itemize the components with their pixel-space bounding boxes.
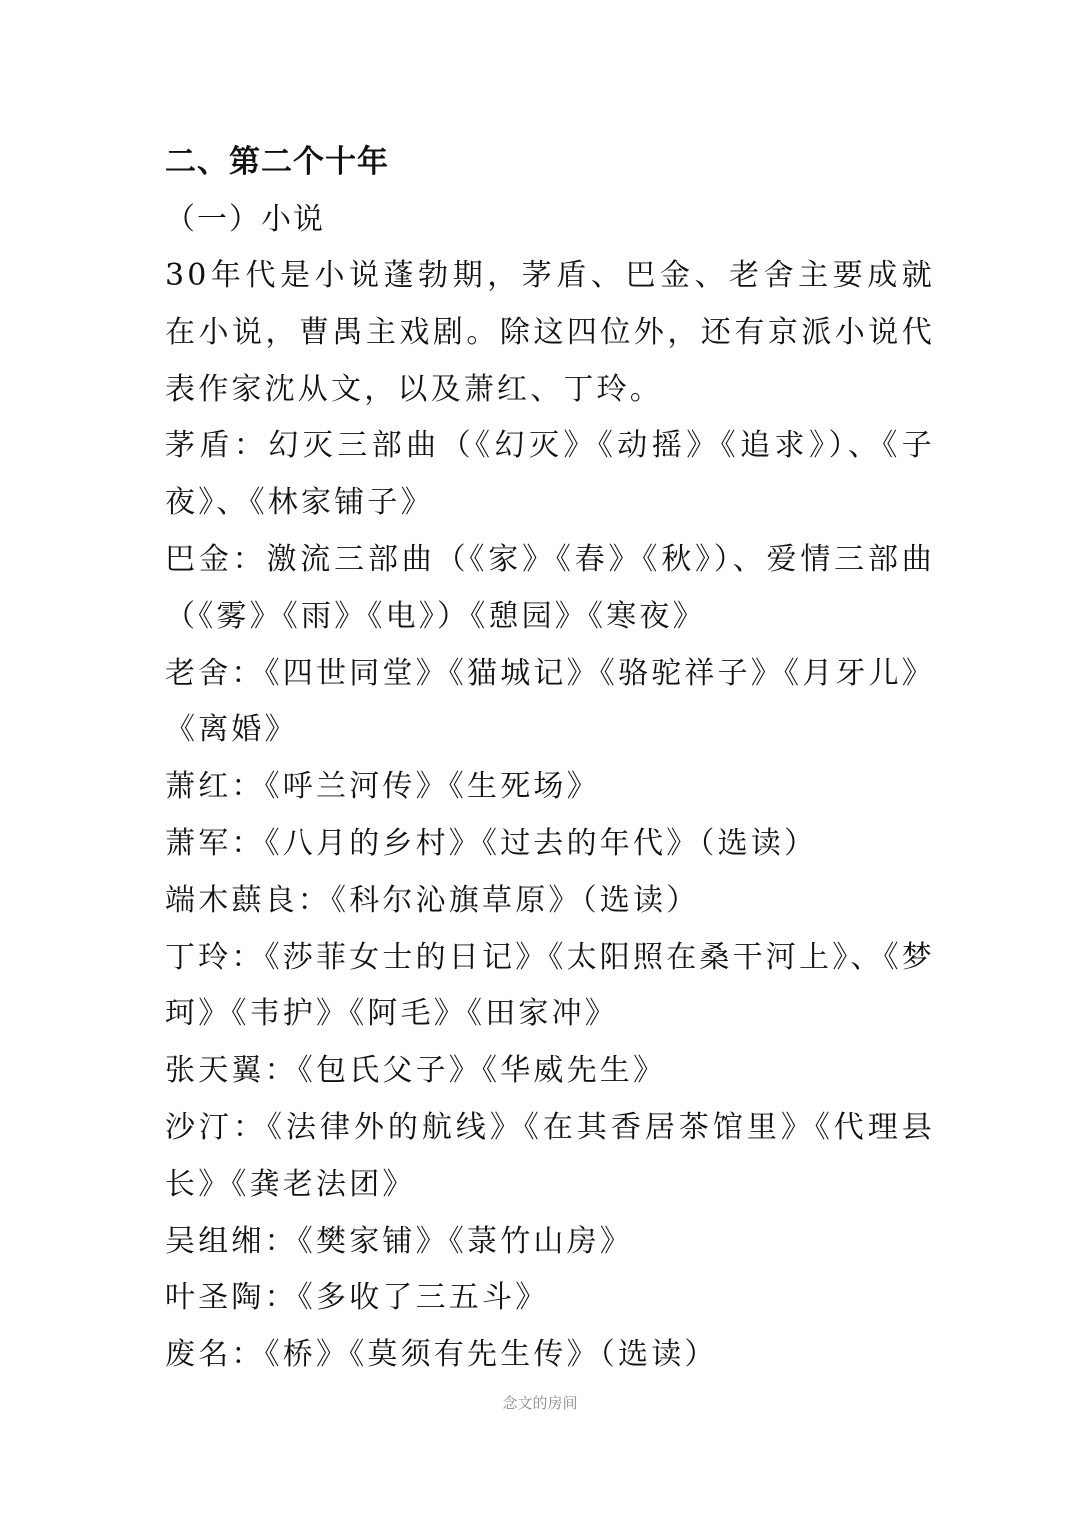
author-entry-xiaohong: 萧红：《呼兰河传》《生死场》: [165, 769, 600, 805]
author-entry-dingling: 丁玲：《莎菲女士的日记》《太阳照在桑干河上》、《梦珂》《韦护》《阿毛》《田家冲》: [165, 939, 935, 1032]
author-entry-laoshe: 老舍：《四世同堂》《猫城记》《骆驼祥子》《月牙儿》《离婚》: [165, 655, 935, 748]
author-entry-feiming: 废名：《桥》《莫须有先生传》（选读）: [165, 1337, 718, 1373]
author-entry-zhangtianyi: 张天翼：《包氏父子》《华威先生》: [165, 1053, 667, 1089]
author-entry-xiaojun: 萧军：《八月的乡村》《过去的年代》（选读）: [165, 825, 818, 861]
section-title: 二、第二个十年: [165, 144, 389, 180]
author-entry-yeshengtao: 叶圣陶：《多收了三五斗》: [165, 1280, 549, 1316]
author-entry-maodun: 茅盾：幻灭三部曲（《幻灭》《动摇》《追求》）、《子夜》、《林家铺子》: [165, 428, 935, 521]
author-entry-bajin: 巴金：激流三部曲（《家》《春》《秋》）、爱情三部曲（《雾》《雨》《电》）《憩园》《寒夜》: [165, 541, 935, 634]
author-entry-duanmu: 端木蕻良：《科尔沁旗草原》（选读）: [165, 882, 700, 918]
author-entry-shating: 沙汀：《法律外的航线》《在其香居茶馆里》《代理县长》《龚老法团》: [165, 1109, 935, 1202]
document-page: [165, 137, 935, 1384]
author-entry-wuzuxiang: 吴组缃：《樊家铺》《菉竹山房》: [165, 1223, 633, 1259]
subsection-title: （一）小说: [165, 202, 325, 237]
intro-paragraph: 30年代是小说蓬勃期，茅盾、巴金、老舍主要成就在小说，曹禺主戏剧。除这四位外，还有京派小说代表作家沈从文，以及萧红、丁玲。: [165, 258, 935, 407]
footer-watermark: 念文的房间: [502, 1394, 578, 1412]
